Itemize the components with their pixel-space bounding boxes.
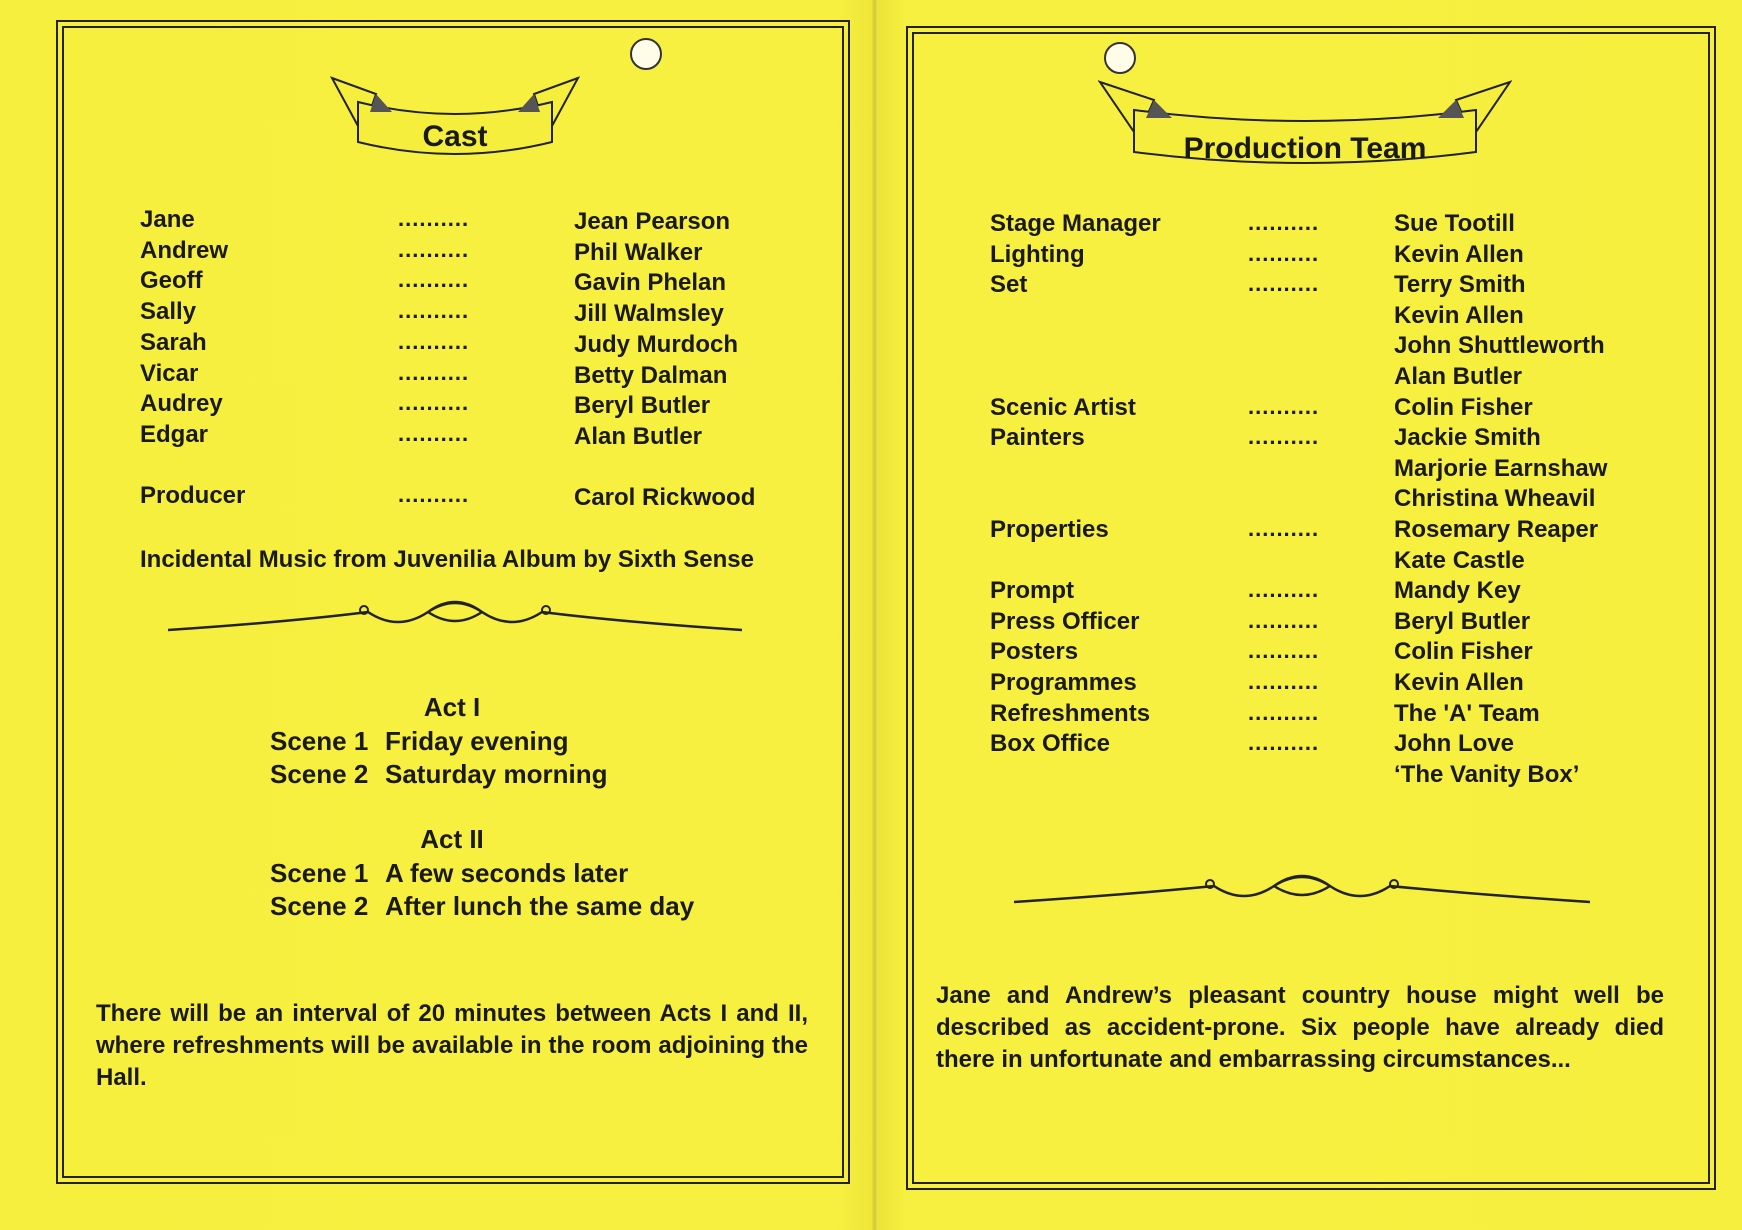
production-member: Kevin Allen (1394, 241, 1524, 268)
production-role: Press Officer (990, 608, 1140, 635)
cast-actor: Betty Dalman (574, 362, 728, 389)
act-one-scene-label: Scene 2 (270, 759, 369, 789)
cast-role: Geoff (140, 267, 203, 294)
production-role: Lighting (990, 241, 1085, 268)
production-member: Colin Fisher (1394, 638, 1533, 665)
cast-role: Audrey (140, 390, 223, 417)
production-member: Jackie Smith (1394, 424, 1541, 451)
production-role: Refreshments (990, 700, 1151, 727)
act-two-scene-desc: A few seconds later (385, 858, 629, 888)
production-member: Rosemary Reaper (1394, 516, 1599, 543)
punch-hole-icon (630, 38, 662, 70)
cast-dots: .......... (398, 329, 470, 354)
production-dots: .......... (1248, 271, 1320, 296)
production-dots: .......... (1248, 424, 1320, 449)
production-role: Properties (990, 516, 1109, 543)
cast-role: Vicar (140, 360, 199, 387)
ornament-divider-right (1014, 868, 1590, 914)
production-dots: .......... (1248, 241, 1320, 266)
production-role: Prompt (990, 577, 1074, 604)
cast-dots: .......... (398, 390, 470, 415)
cast-actor: Judy Murdoch (574, 331, 739, 358)
production-dots: .......... (1248, 577, 1320, 602)
production-member: Mandy Key (1394, 577, 1521, 604)
ornament-divider-left (168, 592, 742, 638)
cast-dots: .......... (398, 298, 470, 323)
cast-role: Sarah (140, 329, 207, 356)
cast-actor: Alan Butler (574, 423, 703, 450)
production-dots: .......... (1248, 608, 1320, 633)
cast-role: Andrew (140, 237, 229, 264)
cast-role: Jane (140, 206, 195, 233)
production-dots: .......... (1248, 638, 1320, 663)
production-role: Box Office (990, 730, 1111, 757)
production-dots: .......... (1248, 730, 1320, 755)
production-title: Production Team (1183, 132, 1427, 165)
production-dots: .......... (1248, 516, 1320, 541)
production-dots: .......... (1248, 394, 1320, 419)
cast-role: Edgar (140, 421, 209, 448)
production-dots: .......... (1248, 700, 1320, 725)
cast-dots: .......... (398, 421, 470, 446)
production-member: John Shuttleworth (1394, 332, 1605, 359)
production-dots: .......... (1248, 669, 1320, 694)
cast-actor: Jill Walmsley (574, 300, 724, 327)
cast-title: Cast (422, 120, 488, 153)
cast-dots: .......... (398, 267, 470, 292)
cast-dots: .......... (398, 360, 470, 385)
production-role: Posters (990, 638, 1079, 665)
producer-dots: .......... (398, 482, 470, 507)
production-member: Sue Tootill (1394, 210, 1515, 237)
interval-note: There will be an interval of 20 minutes between Acts I and II, where refreshments will be available in the room adjoining the Hall. (96, 1000, 808, 1091)
production-member: Marjorie Earnshaw (1394, 455, 1608, 482)
cast-actor: Jean Pearson (574, 208, 731, 235)
cast-actor: Gavin Phelan (574, 269, 727, 296)
producer-label: Producer (140, 482, 246, 509)
cast-dots: .......... (398, 237, 470, 262)
production-member: Beryl Butler (1394, 608, 1531, 635)
production-role: Set (990, 271, 1028, 298)
cast-role: Sally (140, 298, 197, 325)
production-member: Kevin Allen (1394, 302, 1524, 329)
act-one-scene-desc: Saturday morning (385, 759, 608, 789)
punch-hole-icon (1104, 42, 1136, 74)
act-two-scene-label: Scene 1 (270, 858, 369, 888)
production-member: Colin Fisher (1394, 394, 1533, 421)
production-member: Alan Butler (1394, 363, 1523, 390)
cast-actor: Beryl Butler (574, 392, 711, 419)
production-member: Kate Castle (1394, 547, 1525, 574)
production-role: Painters (990, 424, 1085, 451)
production-dots: .......... (1248, 210, 1320, 235)
production-member: Christina Wheavil (1394, 485, 1596, 512)
music-credit: Incidental Music from Juvenilia Album by Sixth Sense (140, 546, 754, 573)
production-member: Terry Smith (1394, 271, 1526, 298)
production-member: The 'A' Team (1394, 700, 1540, 727)
production-role: Scenic Artist (990, 394, 1136, 421)
act-one-title: Act I (423, 692, 481, 722)
synopsis: Jane and Andrew’s pleasant country house might well be described as accident-prone. Six people have already died there in unfortunate and embarrassing circumstances... (936, 982, 1664, 1073)
cast-actor: Phil Walker (574, 239, 703, 266)
center-fold (872, 0, 878, 1230)
producer-name: Carol Rickwood (574, 484, 756, 511)
act-one-scene-desc: Friday evening (385, 726, 569, 756)
production-role: Programmes (990, 669, 1137, 696)
act-two-title: Act II (420, 824, 484, 854)
production-member: Kevin Allen (1394, 669, 1524, 696)
production-member: John Love (1394, 730, 1515, 757)
act-two-scene-desc: After lunch the same day (385, 891, 695, 921)
act-one-scene-label: Scene 1 (270, 726, 369, 756)
act-two-scene-label: Scene 2 (270, 891, 369, 921)
production-member: ‘The Vanity Box’ (1394, 761, 1580, 788)
production-role: Stage Manager (990, 210, 1161, 237)
cast-dots: .......... (398, 206, 470, 231)
